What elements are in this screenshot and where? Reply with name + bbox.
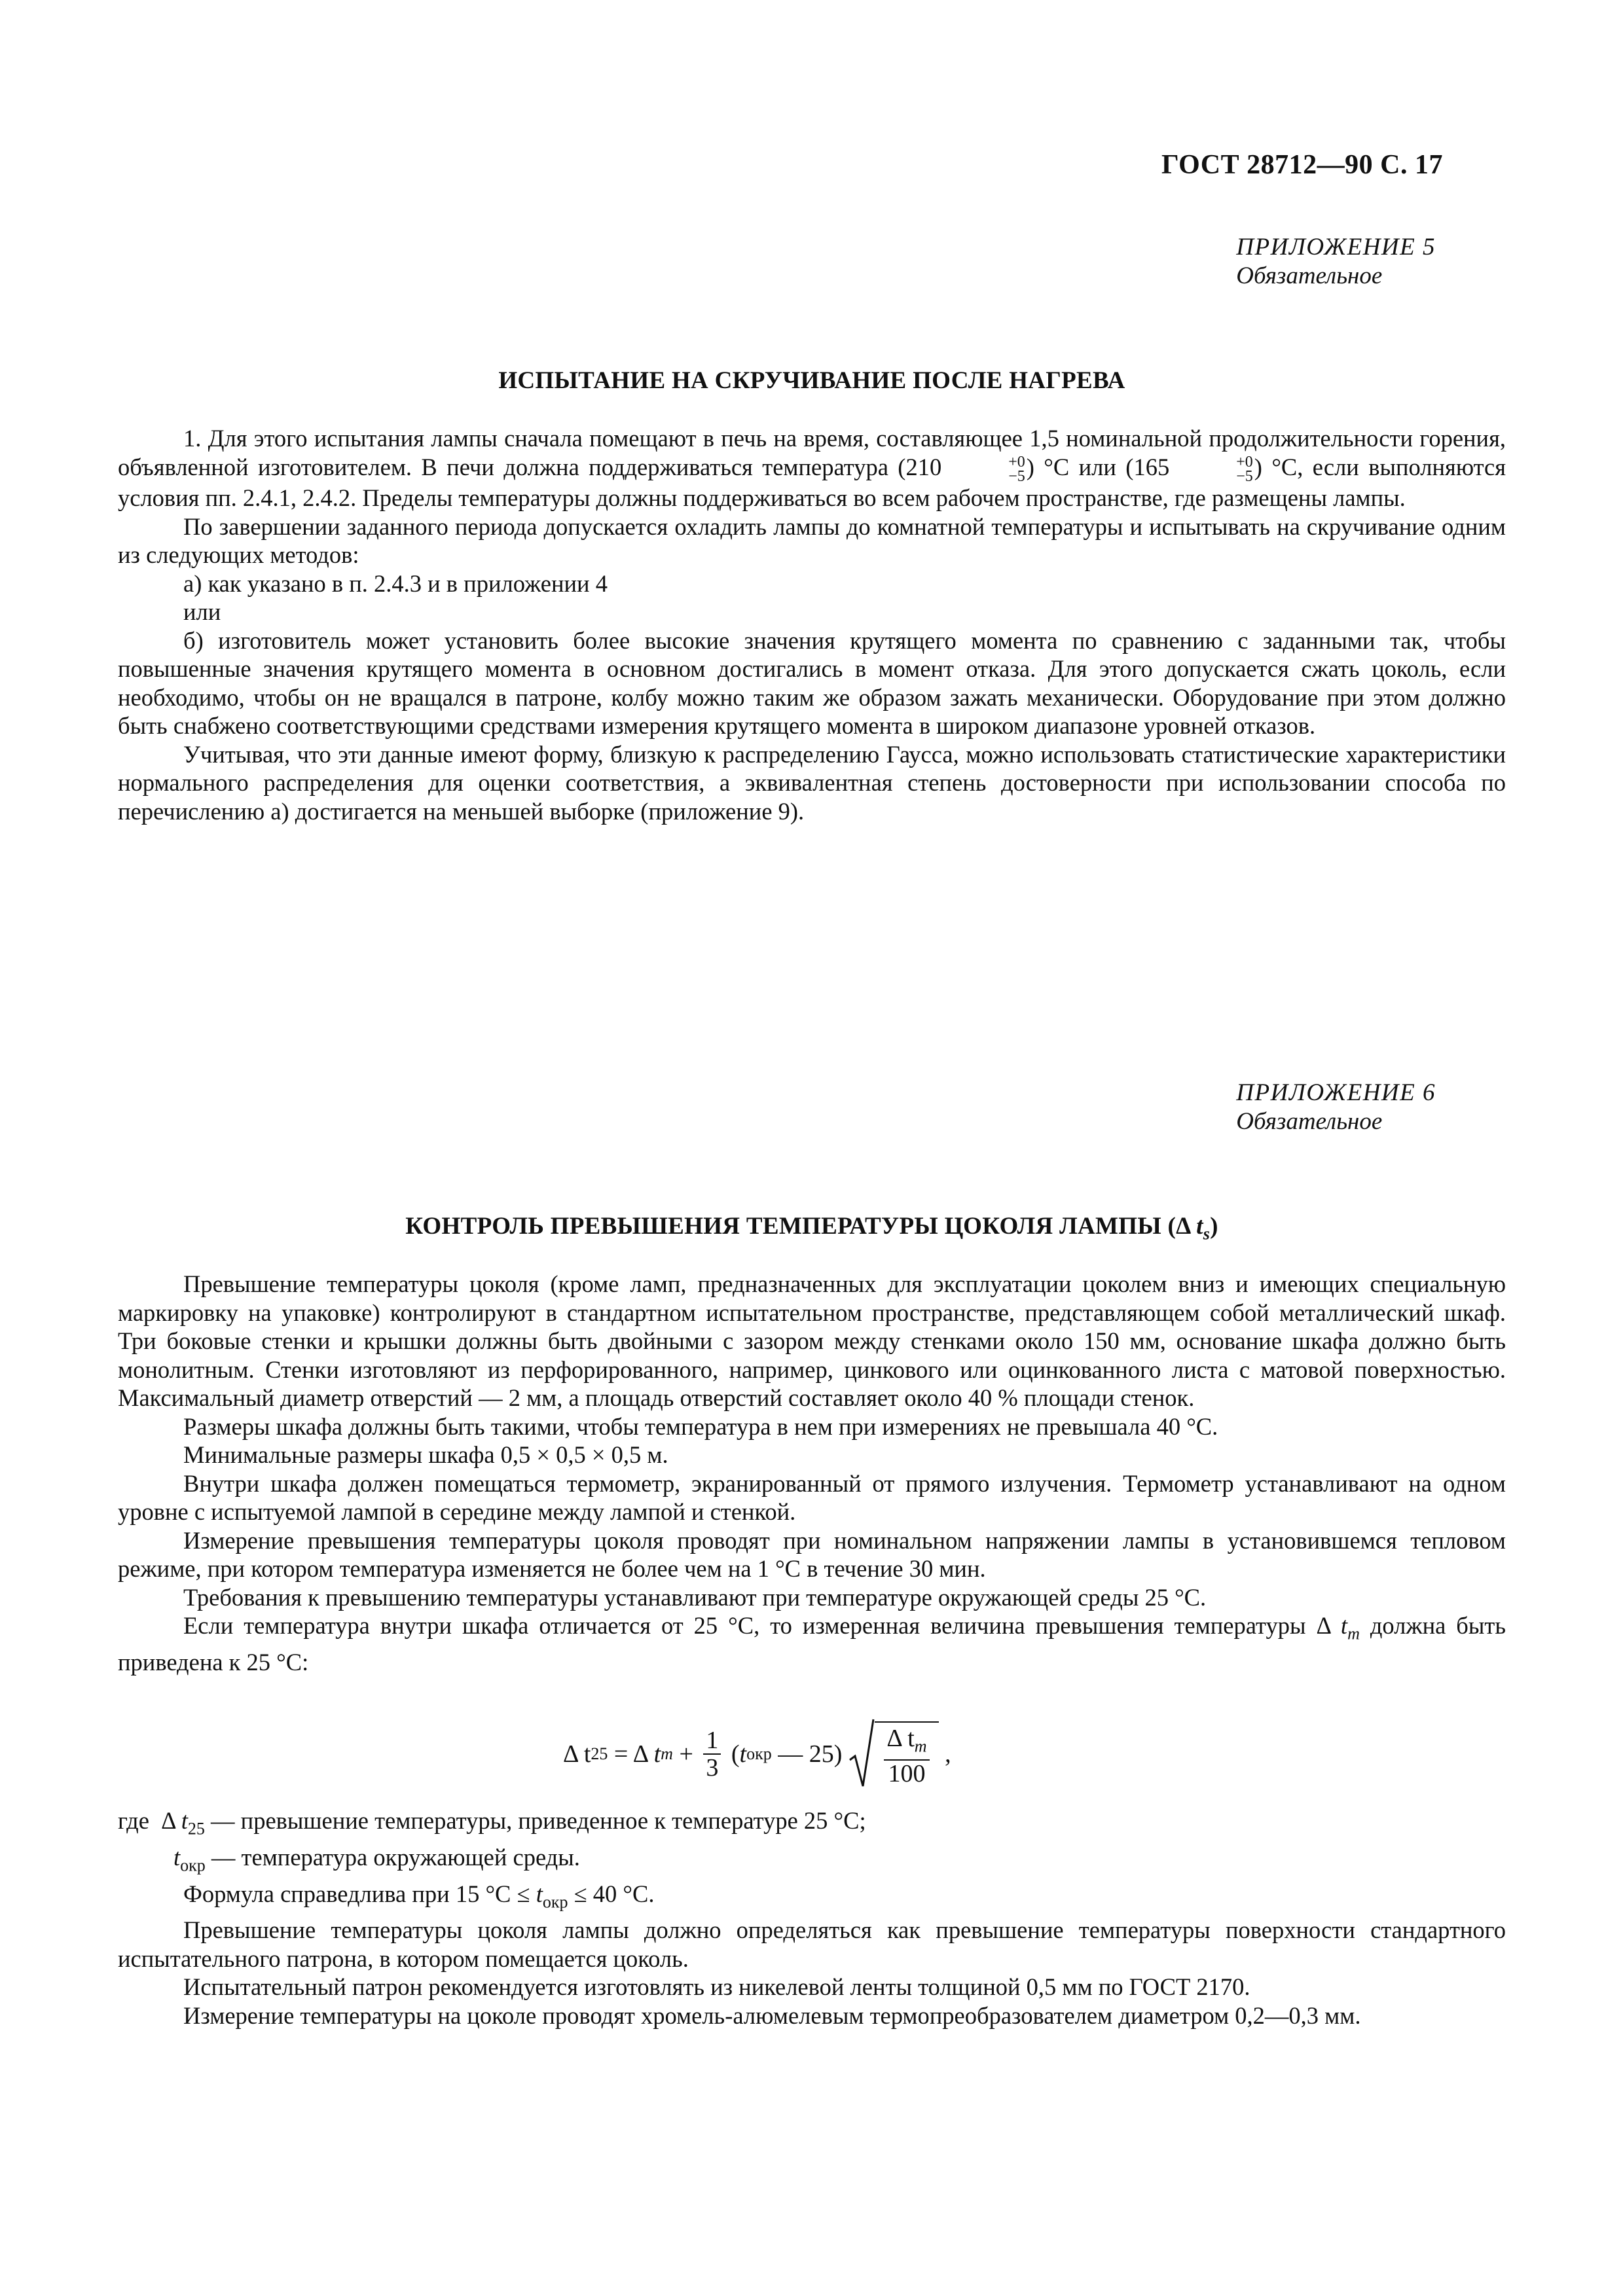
formula-legend: $t_{окр}$ — температура окружающей среды. <box>173 1843 580 1875</box>
square-root <box>848 1718 938 1790</box>
appendix-number: ПРИЛОЖЕНИЕ 6 <box>1236 1079 1436 1106</box>
page-header: ГОСТ 28712—90 С. 17 <box>1161 150 1443 180</box>
appendix-6-body-top <box>118 1270 1506 1676</box>
formula-legend: где Δ $t_{25}$ — превышение температуры, приведенное к температуре 25 °С; <box>118 1807 866 1839</box>
list-item: а) как указано в п. 2.4.3 и в приложении 4 <box>183 569 608 597</box>
appendix-6-body-bottom <box>118 1806 1506 2030</box>
paragraph: Учитывая, что эти данные имеют форму, близкую к распределению Гаусса, можно использовать статистические характеристики нормального распределения для оценки соответствия, а эквивалентная степень достоверности при использовании способа по перечислению а) достигается на меньшей выборке (приложение 9). <box>118 740 1506 825</box>
appendix-number: ПРИЛОЖЕНИЕ 5 <box>1236 234 1436 260</box>
paragraph: Измерение превышения температуры цоколя проводят при номинальном напряжении лампы в установившемся тепловом режиме, при котором температура изменяется не более чем на 1 °С в течение 30 мин. <box>118 1526 1506 1582</box>
paragraph: Превышение температуры цоколя (кроме ламп, предназначенных для эксплуатации цоколем вниз и имеющих специальную маркировку на упаковке) контролируют в стандартном испытательном пространстве, представляющем собой металлический шкаф. Три боковые стенки и крышки должны быть двойными с зазором между стенками около 150 мм, основание шкафа должно быть монолитным. Стенки изготовляют из перфорированного, например, цинкового или оцинкованного листа с матовой поверхностью. Максимальный диаметр отверстий — 2 мм, а площадь отверстий составляет около 40 % площади стенок. <box>118 1270 1506 1411</box>
appendix-5-label <box>1236 233 1436 291</box>
paragraph: Требования к превышению температуры устанавливают при температуре окружающей среды 25 °С. <box>183 1583 1207 1611</box>
paragraph: Размеры шкафа должны быть такими, чтобы температура в нем при измерениях не превышала 40 °С. <box>183 1412 1218 1440</box>
paragraph: По завершении заданного периода допускается охладить лампы до комнатной температуры и испытывать на скручивание одним из следующих методов: <box>118 512 1506 569</box>
radical-sign-icon <box>848 1718 875 1790</box>
appendix-status: Обязательное <box>1236 262 1383 289</box>
paragraph: 1. Для этого испытания лампы сначала помещают в печь на время, составляющее 1,5 номинальной продолжительности горения, объявленной изготовителем. В печи должна поддерживаться температура (210 +0 −5 ) °С или (165 +0 −5 ) °С, если выполняются условия пп. 2.4.1, 2.4.2. Пределы температуры должны поддерживаться во всем рабочем пространстве, где размещены лампы. <box>118 425 1506 512</box>
fraction-delta-tm-100: $\frac{\Delta t_m}{100}$ <box>884 1725 929 1787</box>
correction-formula: Δ t 25 = Δ t m + $\frac{1}{3}$ ( t окр — 25) $\frac{\Delta t_m}{100}$ , <box>563 1715 951 1793</box>
paragraph: Испытательный патрон рекомендуется изготовлять из никелевой ленты толщиной 0,5 мм по ГОСТ 2170. <box>183 1973 1250 2001</box>
paragraph: Минимальные размеры шкафа 0,5 × 0,5 × 0,5 м. <box>183 1441 668 1468</box>
paragraph: Внутри шкафа должен помещаться термометр, экранированный от прямого излучения. Термометр устанавливают на одном уровне с испытуемой лампой в середине между лампой и стенкой. <box>118 1469 1506 1525</box>
paragraph: Измерение температуры на цоколе проводят хромель-алюмелевым термопреобразователем диаметром 0,2—0,3 мм. <box>183 2001 1361 2029</box>
paragraph: Формула справедлива при 15 $^\circ С \le t_{окр} \le 40$ °С. <box>183 1880 655 1911</box>
paragraph: Превышение температуры цоколя лампы должно определяться как превышение температуры поверхности стандартного испытательного патрона, в котором помещается цоколь. <box>118 1916 1506 1972</box>
tolerance: +0 −5 <box>1008 454 1025 486</box>
list-connector: или <box>183 598 221 626</box>
appendix-6-title: КОНТРОЛЬ ПРЕВЫШЕНИЯ ТЕМПЕРАТУРЫ ЦОКОЛЯ ЛАМПЫ (Δ $t_s$) <box>405 1213 1218 1244</box>
list-item: б) изготовитель может установить более высокие значения крутящего момента по сравнению с заданными так, чтобы повышенные значения крутящего момента в основном достигались в момент отказа. Для этого допускается сжать цоколь, если необходимо, чтобы он не вращался в патроне, колбу можно таким же образом зажать механически. Оборудование при этом должно быть снабжено соответствующими средствами измерения крутящего момента в широком диапазоне уровней отказов. <box>118 626 1506 740</box>
appendix-status: Обязательное <box>1236 1108 1383 1135</box>
appendix-6-label <box>1236 1079 1436 1136</box>
fraction-one-third: $\frac{1}{3}$ <box>703 1727 721 1781</box>
appendix-5-title: ИСПЫТАНИЕ НА СКРУЧИВАНИЕ ПОСЛЕ НАГРЕВА <box>498 367 1125 394</box>
paragraph: Если температура внутри шкафа отличается от 25 °С, то измеренная величина превышения температуры Δ $t_m$ должна быть приведена к 25 °С: <box>118 1612 1506 1676</box>
appendix-5-body <box>118 424 1506 825</box>
tolerance: +0 −5 <box>1236 454 1253 486</box>
